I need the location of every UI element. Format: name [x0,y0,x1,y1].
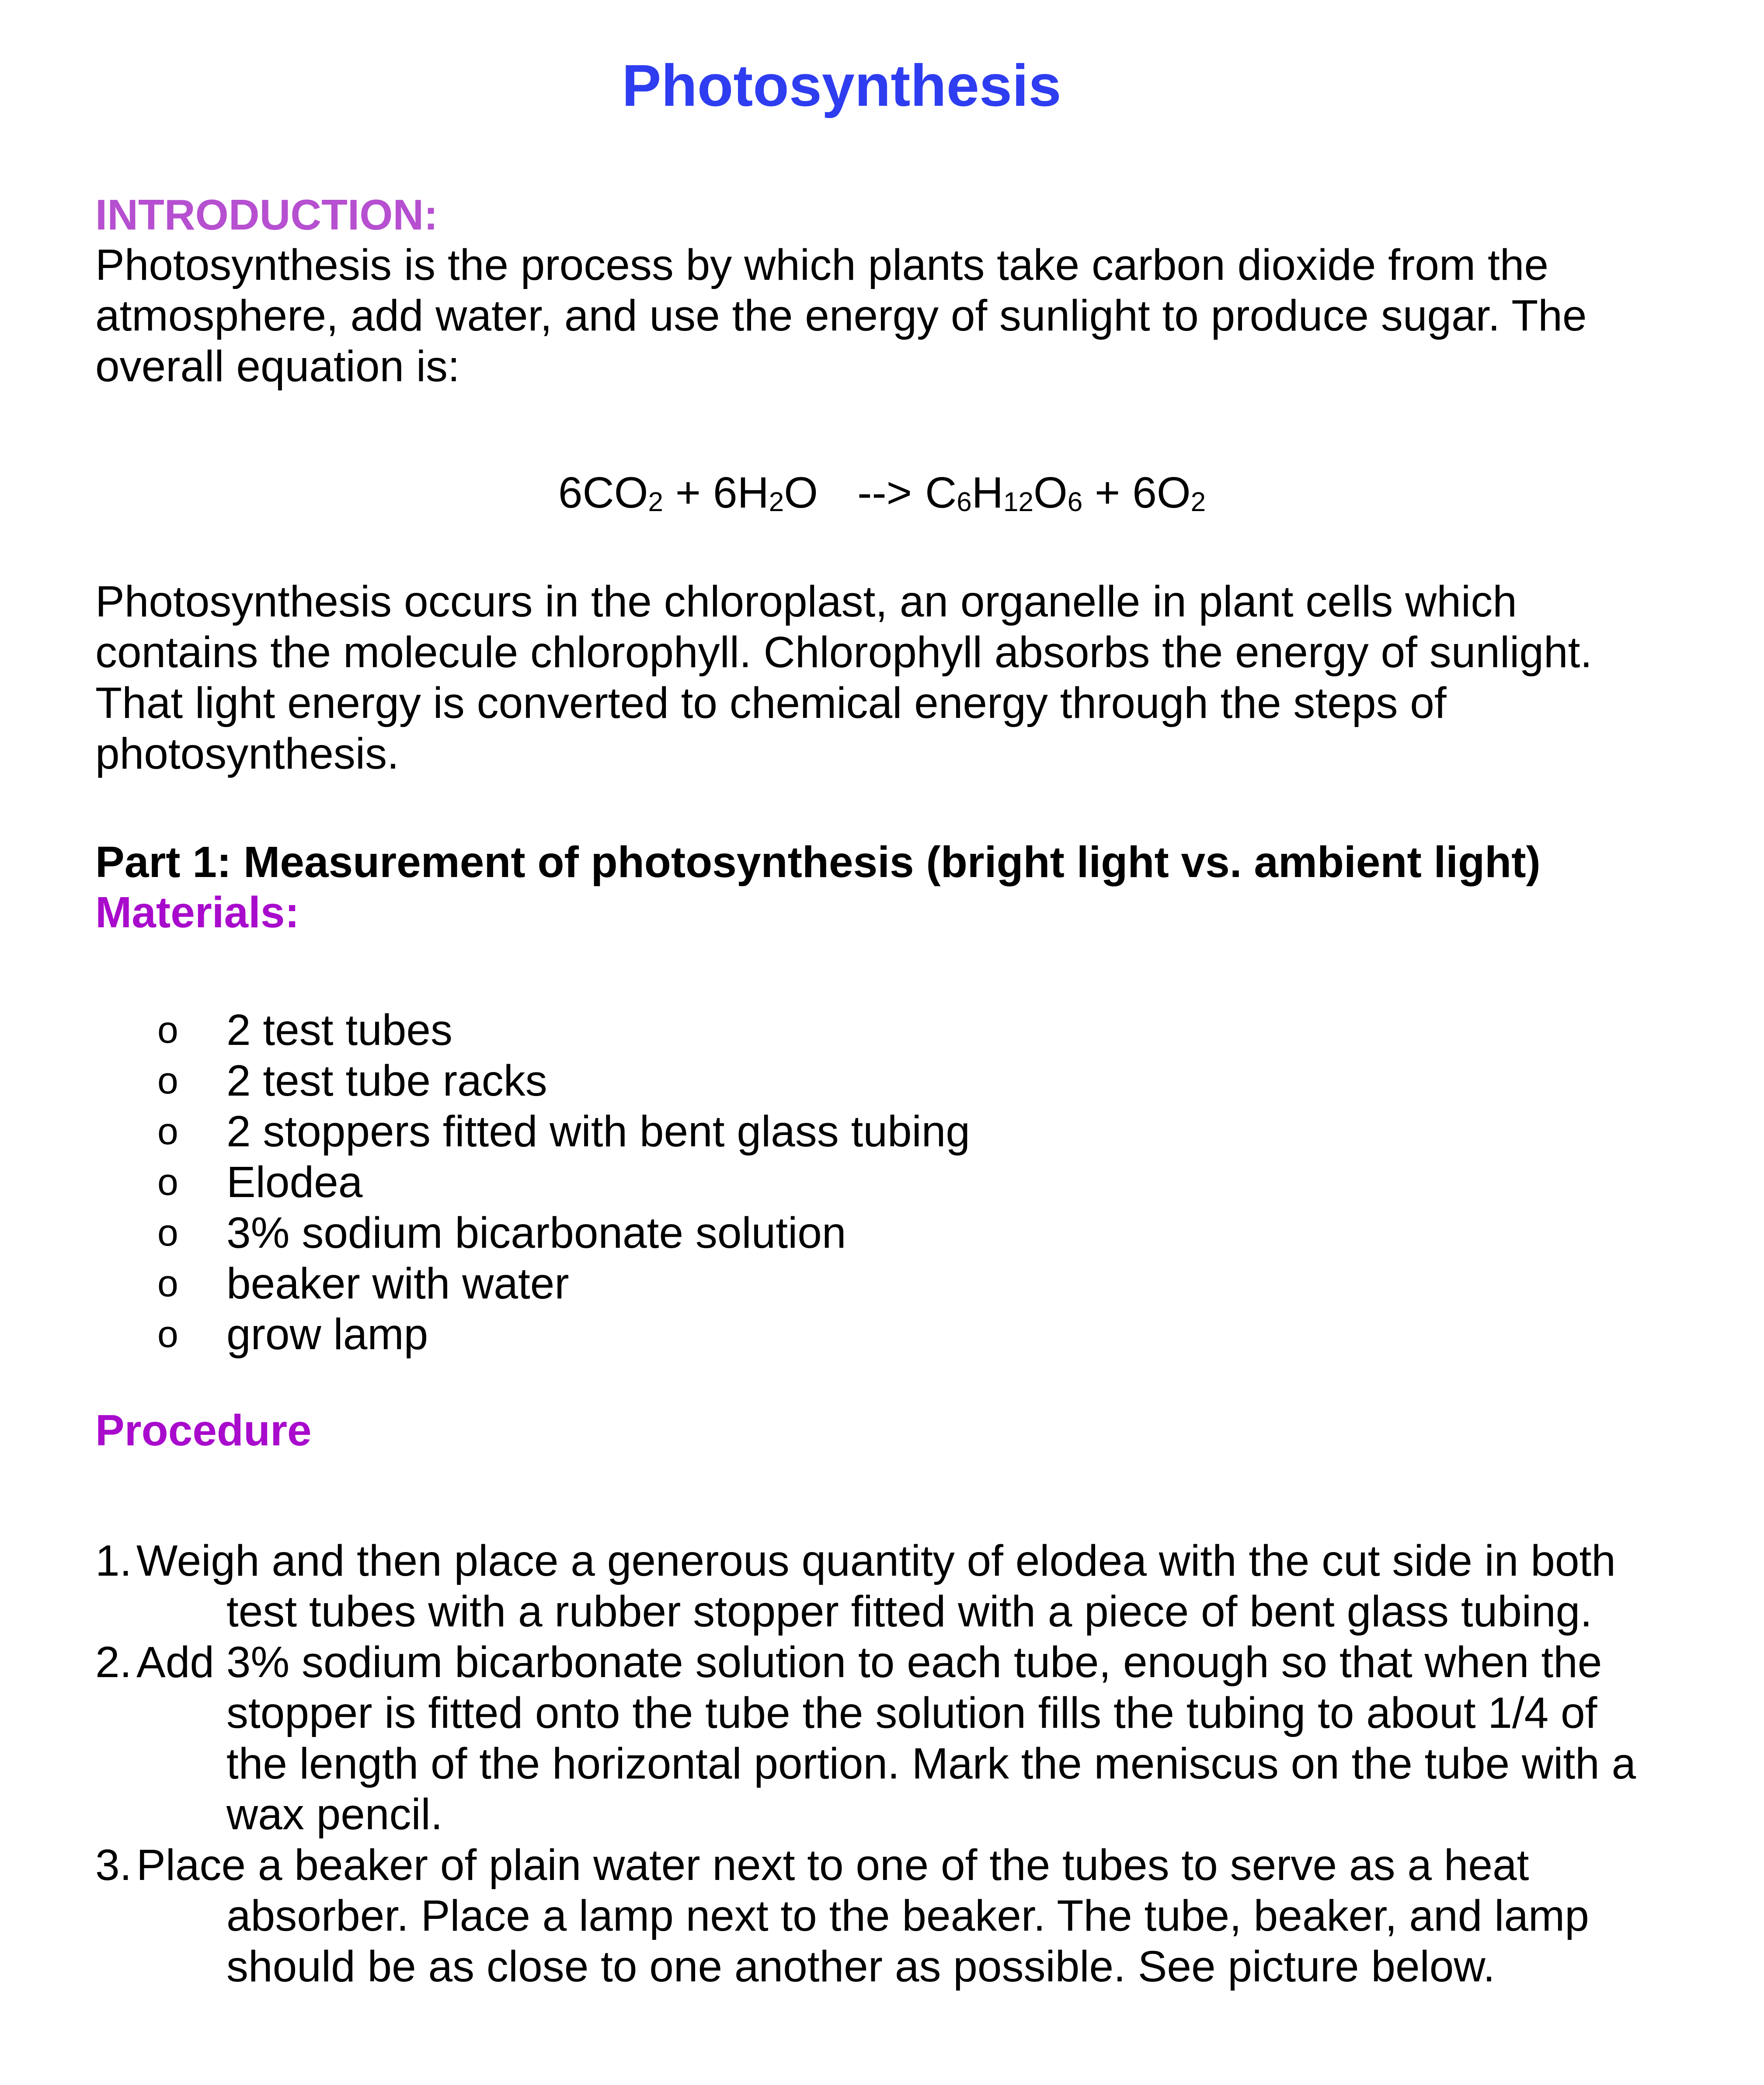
step-line: absorber. Place a lamp next to the beaker. The tube, beaker, and lamp [226,1891,1589,1940]
step-line: test tubes with a rubber stopper fitted with a piece of bent glass tubing. [226,1587,1593,1636]
introduction-line: Photosynthesis is the process by which plants take carbon dioxide from the [95,240,1548,289]
equation-product-glucose: C [925,468,957,517]
step-line: should be as close to one another as possible. See picture below. [226,1942,1495,1991]
step-line: Place a beaker of plain water next to one of the tubes to serve as a heat [136,1841,1529,1890]
materials-item: 3% sodium bicarbonate solution [226,1208,846,1257]
materials-item: grow lamp [226,1310,428,1359]
step-number: 3. [95,1841,132,1890]
materials-item: 2 test tube racks [226,1056,547,1105]
step-number: 2. [95,1638,132,1687]
materials-heading: Materials: [95,888,299,937]
step-line: the length of the horizontal portion. Mark the meniscus on the tube with a [226,1739,1636,1788]
materials-item: beaker with water [226,1259,569,1308]
bullet-icon: o [157,1161,178,1203]
chloroplast-line: Photosynthesis occurs in the chloroplast, an organelle in plant cells which [95,577,1517,626]
step-line: Add 3% sodium bicarbonate solution to each tube, enough so that when the [136,1638,1602,1687]
step-line: wax pencil. [226,1790,443,1839]
part1-heading: Part 1: Measurement of photosynthesis (bright light vs. ambient light) [95,838,1541,887]
equation-product-oxygen: + 6O [1082,468,1191,517]
bullet-icon: o [157,1009,178,1051]
bullet-icon: o [157,1263,178,1305]
bullet-icon: o [157,1212,178,1254]
chloroplast-line: That light energy is converted to chemical energy through the steps of [95,679,1447,727]
page-title: Photosynthesis [622,52,1061,118]
bullet-icon: o [157,1060,178,1102]
introduction-line: overall equation is: [95,342,460,391]
procedure-heading: Procedure [95,1406,312,1455]
photosynthesis-equation: $6CO_2 + 6H_2O$ --> $C_6H_{12}O_6 + 6O_2$ [558,468,1206,517]
chloroplast-line: contains the molecule chlorophyll. Chlorophyll absorbs the energy of sunlight. [95,628,1593,677]
step-line: stopper is fitted onto the tube the solution fills the tubing to about 1/4 of [226,1688,1597,1737]
equation-arrow: --> [857,468,912,517]
introduction-heading: INTRODUCTION: [95,191,438,239]
step-line: Weigh and then place a generous quantity of elodea with the cut side in both [136,1536,1616,1585]
bullet-icon: o [157,1313,178,1355]
equation-reactant-co2: 6CO [558,468,648,517]
materials-item: 2 stoppers fitted with bent glass tubing [226,1107,971,1156]
bullet-icon: o [157,1110,178,1152]
materials-item: Elodea [226,1158,363,1207]
introduction-line: atmosphere, add water, and use the energy of sunlight to produce sugar. The [95,291,1587,340]
chloroplast-line: photosynthesis. [95,729,399,778]
materials-item: 2 test tubes [226,1006,452,1055]
step-number: 1. [95,1536,132,1585]
